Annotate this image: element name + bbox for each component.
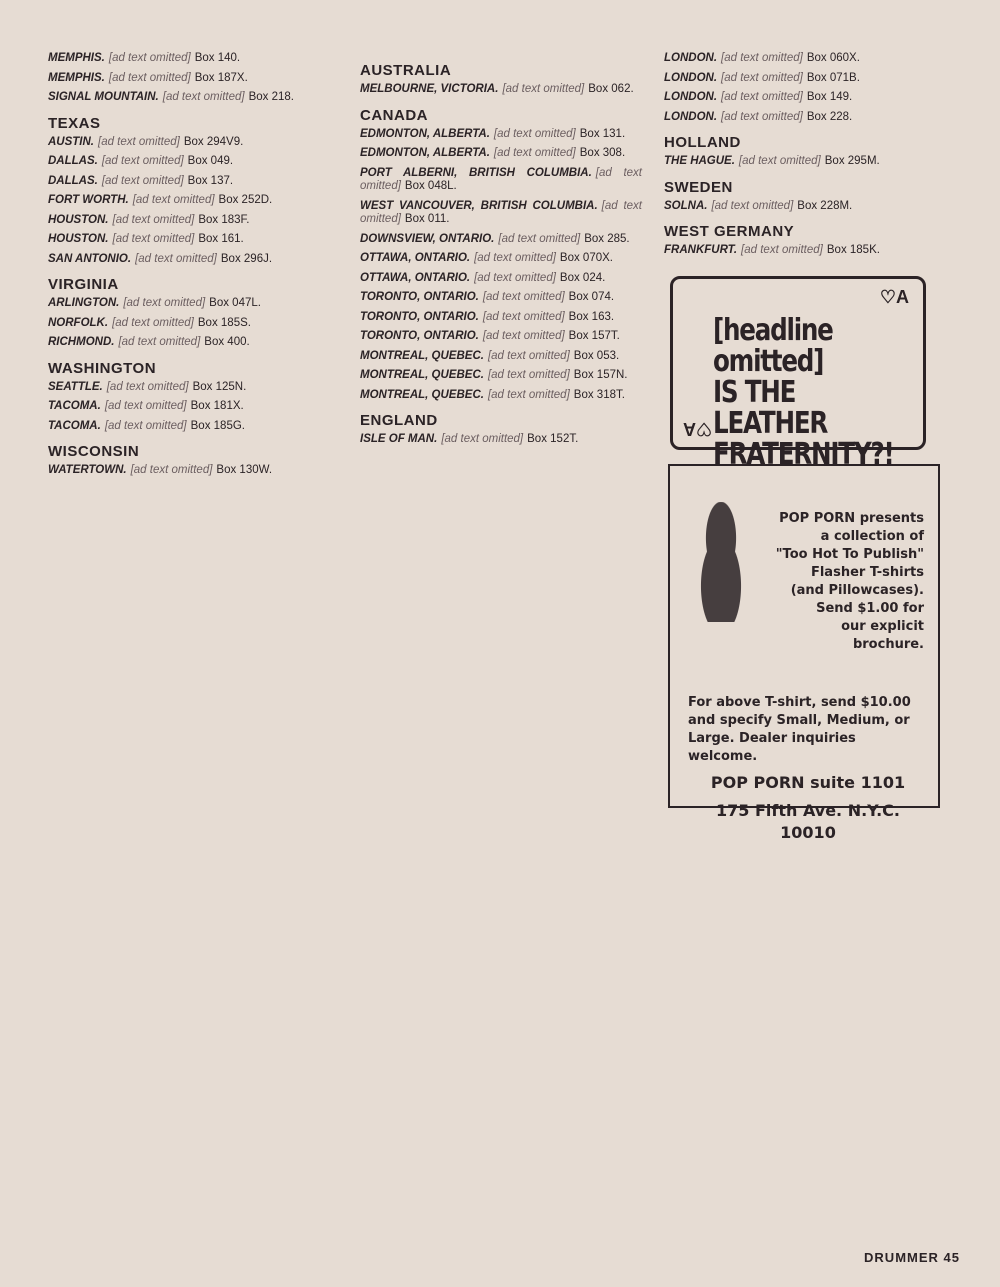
ad-body-placeholder: [ad text omitted] <box>498 232 581 245</box>
ad-box-number: Box 047L. <box>209 297 261 309</box>
ad-box-number: Box 187X. <box>194 71 248 84</box>
ad-body-placeholder: [ad text omitted] <box>162 91 245 103</box>
ad-box-number: Box 049. <box>187 155 234 167</box>
ad-location: LONDON. <box>664 110 718 123</box>
classified-ad <box>48 253 330 267</box>
card-corner-icon: ♡A <box>683 418 713 439</box>
ad-location: MONTREAL, QUEBEC. <box>360 349 484 362</box>
ad-box-number: Box 163. <box>568 310 615 323</box>
ad-body-placeholder: [ad text omitted] <box>721 52 803 64</box>
column-2 <box>360 52 642 453</box>
ad-body-placeholder: [ad text omitted] <box>721 91 803 103</box>
ad-body-placeholder: [ad text omitted] <box>104 400 187 412</box>
page-footer: DRUMMER 45 <box>864 1250 960 1265</box>
classified-ad <box>360 291 642 305</box>
classified-ad <box>664 91 960 105</box>
ad-body-placeholder: [ad text omitted] <box>135 252 217 265</box>
figure-illustration <box>686 502 756 622</box>
classified-ad <box>360 167 642 194</box>
classified-ad <box>360 433 642 447</box>
ad-body-placeholder: [ad text omitted] <box>721 71 803 84</box>
ad-location: HOUSTON. <box>48 233 109 245</box>
ad-location: LONDON. <box>664 71 718 84</box>
ad-body-placeholder: [ad text omitted] <box>738 155 821 167</box>
ad-body-placeholder: [ad text omitted] <box>487 369 570 381</box>
column-1 <box>48 52 330 484</box>
ad-body-placeholder: [ad text omitted] <box>98 135 180 148</box>
classified-ad <box>48 233 330 247</box>
promo-line: "Too Hot To Publish" <box>775 546 924 562</box>
ad-location: EDMONTON, ALBERTA. <box>360 147 490 159</box>
ad-body-placeholder: [ad text omitted] <box>360 199 642 225</box>
ad-body-placeholder: [ad text omitted] <box>108 52 191 64</box>
classified-ad <box>48 175 330 189</box>
ad-box-number: Box 070X. <box>559 252 613 264</box>
ad-location: OTTAWA, ONTARIO. <box>360 271 471 284</box>
ad-location: TORONTO, ONTARIO. <box>360 330 479 342</box>
ad-body-placeholder: [ad text omitted] <box>132 194 215 206</box>
ad-body-placeholder: [ad text omitted] <box>101 155 184 167</box>
ad-location: FRANKFURT. <box>664 244 738 256</box>
ad-box-number: Box 185G. <box>190 419 245 432</box>
ad-body-placeholder: [ad text omitted] <box>711 199 794 212</box>
ad-location: EDMONTON, ALBERTA. <box>360 127 490 140</box>
playing-card-ad <box>670 276 926 472</box>
order-info <box>688 694 928 844</box>
ad-box-number: Box 149. <box>806 91 853 103</box>
ad-box-number: Box 157N. <box>573 369 628 381</box>
promo-line: brochure. <box>852 636 924 652</box>
ad-box-number: Box 294V9. <box>183 135 244 148</box>
ad-body-placeholder: [ad text omitted] <box>487 388 570 401</box>
ad-location: SEATTLE. <box>48 380 103 393</box>
ad-box-number: Box 185K. <box>826 244 880 256</box>
region-heading: SWEDEN <box>664 178 733 196</box>
ad-location: THE HAGUE. <box>664 155 735 167</box>
ad-location: TACOMA. <box>48 419 101 432</box>
ad-location: ISLE OF MAN. <box>360 433 438 445</box>
ad-location: NORFOLK. <box>48 316 109 329</box>
mail-order-ad <box>668 464 940 842</box>
ad-location: MONTREAL, QUEBEC. <box>360 388 484 401</box>
ad-box-number: Box 125N. <box>192 380 247 393</box>
ad-box-number: Box 152T. <box>527 433 579 445</box>
ad-location: LONDON. <box>664 91 718 103</box>
ad-location: MEMPHIS. <box>48 71 105 84</box>
ad-box-number: Box 318T. <box>573 388 625 401</box>
ad-body-placeholder: [ad text omitted] <box>130 464 213 476</box>
classified-ad <box>48 52 330 66</box>
region-heading: CANADA <box>360 106 428 124</box>
region-heading: WASHINGTON <box>48 359 157 377</box>
classified-ad <box>48 194 330 208</box>
ad-body-placeholder: [ad text omitted] <box>502 83 585 95</box>
ad-body-placeholder: [ad text omitted] <box>474 252 556 264</box>
ad-location: FORT WORTH. <box>48 194 129 206</box>
card-corner-icon: ♡A <box>879 286 909 307</box>
ad-box-number: Box 048L. <box>404 180 457 192</box>
ad-body-placeholder: [ad text omitted] <box>104 419 187 432</box>
ad-box-number: Box 053. <box>573 349 620 362</box>
classified-ad <box>360 369 642 383</box>
promo-line: (and Pillowcases). <box>790 582 924 598</box>
ad-body-placeholder: [ad text omitted] <box>106 380 189 393</box>
ad-box-number: Box 157T. <box>568 330 620 342</box>
ad-box-number: Box 228M. <box>797 199 853 212</box>
classified-ad <box>664 72 960 86</box>
ad-body-placeholder: [ad text omitted] <box>112 316 194 329</box>
address-line-1: POP PORN suite 1101 <box>710 772 906 792</box>
ad-location: ARLINGTON. <box>48 297 120 309</box>
classified-ad <box>48 214 330 228</box>
ad-body-placeholder: [ad text omitted] <box>741 244 823 256</box>
ad-location: SAN ANTONIO. <box>48 252 132 265</box>
ad-body-placeholder: [ad text omitted] <box>441 433 524 445</box>
card-headline: [headline omitted] IS THE LEATHER FRATERNITY?! <box>713 312 894 472</box>
ad-body-placeholder: [ad text omitted] <box>108 71 191 84</box>
ad-box-number: Box 308. <box>579 147 626 159</box>
classified-ad <box>360 311 642 325</box>
ad-body-placeholder: [ad text omitted] <box>360 166 642 192</box>
classified-ad <box>360 330 642 344</box>
ad-box-number: Box 161. <box>198 233 244 245</box>
ad-box-number: Box 252D. <box>218 194 273 206</box>
ad-body-placeholder: [ad text omitted] <box>487 349 570 362</box>
classified-ad <box>48 72 330 86</box>
ad-body-placeholder: [ad text omitted] <box>118 336 201 348</box>
classified-ad <box>664 52 960 66</box>
promo-lines <box>764 510 924 654</box>
classified-ad <box>48 464 330 478</box>
promo-line: a collection of <box>820 528 924 544</box>
ad-box-number: Box 024. <box>559 271 606 284</box>
classified-ad <box>360 147 642 161</box>
classified-ad <box>48 420 330 434</box>
ad-body-placeholder: [ad text omitted] <box>112 233 195 245</box>
promo-line: POP PORN presents <box>779 510 924 526</box>
promo-line: Send $1.00 for <box>816 600 924 616</box>
classified-ad <box>48 155 330 169</box>
ad-body-placeholder: [ad text omitted] <box>101 174 184 187</box>
classified-ad <box>360 272 642 286</box>
ad-box-number: Box 131. <box>579 127 626 140</box>
classified-ad <box>664 155 960 169</box>
ad-box-number: Box 074. <box>568 291 615 303</box>
ad-body-placeholder: [ad text omitted] <box>482 310 565 323</box>
ad-location: WEST VANCOUVER, BRITISH COLUMBIA. <box>360 199 598 212</box>
ad-location: WATERTOWN. <box>48 464 127 476</box>
classified-ad <box>48 317 330 331</box>
ad-location: MONTREAL, QUEBEC. <box>360 369 484 381</box>
ad-body-placeholder: [ad text omitted] <box>482 291 565 303</box>
ad-location: LONDON. <box>664 52 718 64</box>
ad-location: TORONTO, ONTARIO. <box>360 291 479 303</box>
ad-box-number: Box 183F. <box>198 213 250 226</box>
ad-box-number: Box 071B. <box>806 71 860 84</box>
ad-body-placeholder: [ad text omitted] <box>123 297 206 309</box>
ad-body-placeholder: [ad text omitted] <box>721 110 803 123</box>
region-heading: WISCONSIN <box>48 443 140 460</box>
ad-body-placeholder: [ad text omitted] <box>493 127 576 140</box>
region-heading: AUSTRALIA <box>360 62 452 79</box>
classified-ad <box>360 389 642 403</box>
ad-location: DALLAS. <box>48 174 98 187</box>
ad-box-number: Box 218. <box>248 91 294 103</box>
ad-location: TORONTO, ONTARIO. <box>360 310 479 323</box>
classified-ad <box>360 83 642 97</box>
ad-box-number: Box 296J. <box>220 252 273 265</box>
ad-location: HOUSTON. <box>48 213 109 226</box>
region-heading: HOLLAND <box>664 134 741 151</box>
classified-ad <box>48 91 330 105</box>
region-heading: ENGLAND <box>360 412 438 429</box>
ad-box-number: Box 228. <box>806 110 853 123</box>
column-3 <box>664 52 960 842</box>
ad-location: MELBOURNE, VICTORIA. <box>360 83 499 95</box>
magazine-page <box>48 52 960 1247</box>
ad-box-number: Box 130W. <box>216 464 273 476</box>
ad-body-placeholder: [ad text omitted] <box>474 271 556 284</box>
ad-location: RICHMOND. <box>48 336 115 348</box>
column-3-ads <box>664 52 960 258</box>
classified-ad <box>48 381 330 395</box>
ad-location: DOWNSVIEW, ONTARIO. <box>360 232 495 245</box>
classified-ad <box>360 233 642 247</box>
classified-ad <box>360 252 642 266</box>
promo-line: Flasher T-shirts <box>810 564 924 580</box>
ad-box-number: Box 181X. <box>190 400 244 412</box>
ad-location: SOLNA. <box>664 199 708 212</box>
classified-ad <box>360 200 642 227</box>
classified-ad <box>48 136 330 150</box>
classified-ad <box>664 111 960 125</box>
region-heading: TEXAS <box>48 114 101 132</box>
ad-box-number: Box 060X. <box>806 52 860 64</box>
address-line-2: 175 Fifth Ave. N.Y.C. 10010 <box>716 800 900 842</box>
classified-ad <box>360 350 642 364</box>
ad-location: SIGNAL MOUNTAIN. <box>48 91 159 103</box>
ad-box-number: Box 295M. <box>824 155 880 167</box>
ad-body-placeholder: [ad text omitted] <box>112 213 195 226</box>
classified-ad <box>48 336 330 350</box>
ad-box-number: Box 285. <box>584 232 630 245</box>
classified-ad <box>360 128 642 142</box>
ad-location: TACOMA. <box>48 400 101 412</box>
promo-line: our explicit <box>841 618 924 634</box>
classified-ad <box>664 200 960 214</box>
order-text: For above T-shirt, send $10.00 and specify Small, Medium, or Large. Dealer inquiries welcome. <box>688 694 911 764</box>
region-heading: WEST GERMANY <box>664 223 795 240</box>
ad-box-number: Box 062. <box>588 83 634 95</box>
ad-box-number: Box 185S. <box>197 316 251 329</box>
ad-box-number: Box 140. <box>194 52 241 64</box>
ad-location: MEMPHIS. <box>48 52 105 64</box>
ad-location: OTTAWA, ONTARIO. <box>360 252 471 264</box>
ad-box-number: Box 011. <box>404 213 450 225</box>
classified-ad <box>664 244 960 258</box>
region-heading: VIRGINIA <box>48 276 119 293</box>
ad-body-placeholder: [ad text omitted] <box>493 147 576 159</box>
ad-body-placeholder: [ad text omitted] <box>482 330 565 342</box>
ad-location: PORT ALBERNI, BRITISH COLUMBIA. <box>360 166 592 179</box>
ad-location: DALLAS. <box>48 155 98 167</box>
classified-ad <box>48 297 330 311</box>
classified-ad <box>48 400 330 414</box>
ad-box-number: Box 137. <box>187 174 234 187</box>
ad-location: AUSTIN. <box>48 135 94 148</box>
ad-box-number: Box 400. <box>204 336 250 348</box>
